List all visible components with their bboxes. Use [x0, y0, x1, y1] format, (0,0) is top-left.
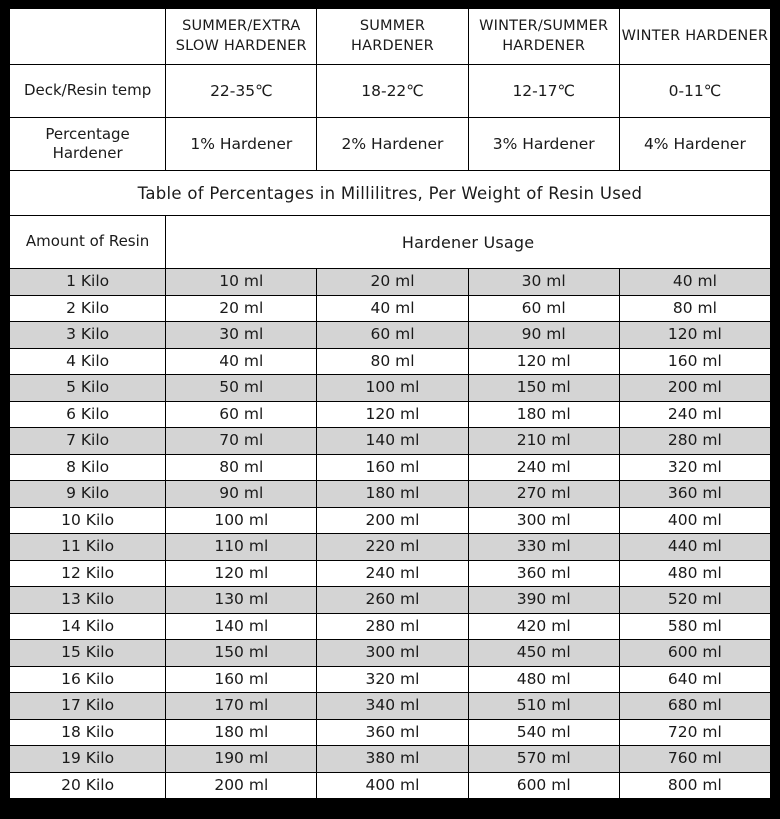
temp-value-winter: 0-11℃: [619, 65, 770, 118]
temp-value-winter-summer: 12-17℃: [468, 65, 619, 118]
resin-amount-cell: 8 Kilo: [10, 454, 166, 481]
hardener-usage-cell: 200 ml: [166, 772, 317, 799]
table-row: [10, 348, 771, 375]
resin-amount-cell: 19 Kilo: [10, 746, 166, 773]
resin-amount-cell: 16 Kilo: [10, 666, 166, 693]
hardener-usage-cell: 280 ml: [619, 428, 770, 455]
hardener-usage-cell: 330 ml: [468, 534, 619, 561]
hardener-usage-cell: 400 ml: [317, 772, 468, 799]
hardener-usage-cell: 240 ml: [468, 454, 619, 481]
table-row-percentage-hardener: [10, 118, 771, 171]
percentage-value-summer: 2% Hardener: [317, 118, 468, 171]
hardener-usage-cell: 200 ml: [619, 375, 770, 402]
table-data-body: [10, 269, 771, 799]
resin-amount-cell: 7 Kilo: [10, 428, 166, 455]
table-row: [10, 322, 771, 349]
temp-value-summer-extra-slow: 22-35℃: [166, 65, 317, 118]
hardener-usage-cell: 380 ml: [317, 746, 468, 773]
hardener-usage-cell: 210 ml: [468, 428, 619, 455]
hardener-usage-cell: 420 ml: [468, 613, 619, 640]
hardener-usage-cell: 360 ml: [468, 560, 619, 587]
hardener-usage-cell: 70 ml: [166, 428, 317, 455]
table-row: [10, 613, 771, 640]
hardener-usage-cell: 20 ml: [317, 269, 468, 296]
table-subheader-row: [10, 216, 771, 269]
hardener-usage-cell: 580 ml: [619, 613, 770, 640]
hardener-usage-cell: 260 ml: [317, 587, 468, 614]
hardener-usage-cell: 320 ml: [619, 454, 770, 481]
resin-amount-cell: 4 Kilo: [10, 348, 166, 375]
column-header-winter-summer: WINTER/SUMMER HARDENER: [468, 9, 619, 65]
table-row: [10, 401, 771, 428]
table-row-deck-resin-temp: [10, 65, 771, 118]
resin-amount-cell: 11 Kilo: [10, 534, 166, 561]
hardener-usage-cell: 180 ml: [468, 401, 619, 428]
hardener-usage-cell: 50 ml: [166, 375, 317, 402]
resin-amount-cell: 2 Kilo: [10, 295, 166, 322]
table-row: [10, 269, 771, 296]
table-row: [10, 772, 771, 799]
hardener-usage-cell: 140 ml: [317, 428, 468, 455]
hardener-usage-cell: 60 ml: [166, 401, 317, 428]
hardener-usage-cell: 480 ml: [619, 560, 770, 587]
resin-amount-cell: 15 Kilo: [10, 640, 166, 667]
hardener-usage-cell: 600 ml: [468, 772, 619, 799]
resin-hardener-table: [9, 8, 771, 799]
hardener-usage-cell: 90 ml: [468, 322, 619, 349]
hardener-usage-cell: 20 ml: [166, 295, 317, 322]
hardener-usage-cell: 190 ml: [166, 746, 317, 773]
hardener-usage-cell: 200 ml: [317, 507, 468, 534]
hardener-usage-cell: 160 ml: [619, 348, 770, 375]
resin-amount-cell: 10 Kilo: [10, 507, 166, 534]
hardener-usage-cell: 540 ml: [468, 719, 619, 746]
hardener-usage-cell: 120 ml: [166, 560, 317, 587]
hardener-usage-cell: 60 ml: [317, 322, 468, 349]
column-header-summer: SUMMER HARDENER: [317, 9, 468, 65]
subheader-hardener-usage: Hardener Usage: [166, 216, 771, 269]
hardener-usage-cell: 180 ml: [317, 481, 468, 508]
resin-amount-cell: 20 Kilo: [10, 772, 166, 799]
resin-amount-cell: 12 Kilo: [10, 560, 166, 587]
hardener-usage-cell: 80 ml: [619, 295, 770, 322]
hardener-usage-cell: 340 ml: [317, 693, 468, 720]
hardener-usage-cell: 160 ml: [166, 666, 317, 693]
table-row: [10, 640, 771, 667]
hardener-usage-cell: 40 ml: [166, 348, 317, 375]
hardener-usage-cell: 160 ml: [317, 454, 468, 481]
table-row: [10, 428, 771, 455]
hardener-usage-cell: 320 ml: [317, 666, 468, 693]
hardener-usage-cell: 170 ml: [166, 693, 317, 720]
table-row: [10, 587, 771, 614]
table-row: [10, 481, 771, 508]
hardener-usage-cell: 400 ml: [619, 507, 770, 534]
column-header-summer-extra-slow: SUMMER/EXTRA SLOW HARDENER: [166, 9, 317, 65]
hardener-usage-cell: 120 ml: [317, 401, 468, 428]
table-row: [10, 560, 771, 587]
hardener-usage-cell: 60 ml: [468, 295, 619, 322]
table-header-row: [10, 9, 771, 65]
temp-value-summer: 18-22℃: [317, 65, 468, 118]
table-row: [10, 295, 771, 322]
hardener-usage-cell: 80 ml: [166, 454, 317, 481]
table-row: [10, 375, 771, 402]
hardener-usage-cell: 30 ml: [166, 322, 317, 349]
table-caption-row: [10, 171, 771, 216]
table-row: [10, 507, 771, 534]
table-row: [10, 666, 771, 693]
hardener-usage-cell: 130 ml: [166, 587, 317, 614]
table-row: [10, 719, 771, 746]
table-row: [10, 693, 771, 720]
hardener-usage-cell: 640 ml: [619, 666, 770, 693]
hardener-usage-cell: 40 ml: [317, 295, 468, 322]
hardener-usage-cell: 800 ml: [619, 772, 770, 799]
hardener-usage-cell: 80 ml: [317, 348, 468, 375]
resin-amount-cell: 17 Kilo: [10, 693, 166, 720]
hardener-usage-cell: 360 ml: [317, 719, 468, 746]
percentage-value-winter-summer: 3% Hardener: [468, 118, 619, 171]
table-row: [10, 534, 771, 561]
row-label-percentage-hardener: Percentage Hardener: [10, 118, 166, 171]
percentage-value-winter: 4% Hardener: [619, 118, 770, 171]
percentage-value-summer-extra-slow: 1% Hardener: [166, 118, 317, 171]
hardener-usage-cell: 110 ml: [166, 534, 317, 561]
table-row: [10, 746, 771, 773]
hardener-usage-cell: 100 ml: [317, 375, 468, 402]
hardener-usage-cell: 10 ml: [166, 269, 317, 296]
hardener-usage-cell: 100 ml: [166, 507, 317, 534]
subheader-amount-of-resin: Amount of Resin: [10, 216, 166, 269]
hardener-usage-cell: 240 ml: [619, 401, 770, 428]
hardener-usage-cell: 90 ml: [166, 481, 317, 508]
resin-amount-cell: 13 Kilo: [10, 587, 166, 614]
resin-amount-cell: 1 Kilo: [10, 269, 166, 296]
hardener-usage-cell: 40 ml: [619, 269, 770, 296]
hardener-usage-cell: 360 ml: [619, 481, 770, 508]
resin-amount-cell: 3 Kilo: [10, 322, 166, 349]
hardener-usage-cell: 600 ml: [619, 640, 770, 667]
resin-amount-cell: 5 Kilo: [10, 375, 166, 402]
hardener-usage-cell: 390 ml: [468, 587, 619, 614]
hardener-usage-cell: 270 ml: [468, 481, 619, 508]
hardener-usage-cell: 570 ml: [468, 746, 619, 773]
hardener-usage-cell: 680 ml: [619, 693, 770, 720]
resin-amount-cell: 6 Kilo: [10, 401, 166, 428]
hardener-usage-cell: 520 ml: [619, 587, 770, 614]
hardener-usage-cell: 720 ml: [619, 719, 770, 746]
resin-amount-cell: 9 Kilo: [10, 481, 166, 508]
hardener-usage-cell: 120 ml: [619, 322, 770, 349]
hardener-usage-cell: 30 ml: [468, 269, 619, 296]
hardener-usage-cell: 300 ml: [317, 640, 468, 667]
hardener-usage-cell: 140 ml: [166, 613, 317, 640]
hardener-usage-cell: 480 ml: [468, 666, 619, 693]
hardener-usage-cell: 760 ml: [619, 746, 770, 773]
resin-amount-cell: 18 Kilo: [10, 719, 166, 746]
hardener-usage-cell: 150 ml: [468, 375, 619, 402]
hardener-usage-cell: 440 ml: [619, 534, 770, 561]
resin-amount-cell: 14 Kilo: [10, 613, 166, 640]
hardener-usage-cell: 150 ml: [166, 640, 317, 667]
hardener-usage-cell: 510 ml: [468, 693, 619, 720]
hardener-usage-cell: 180 ml: [166, 719, 317, 746]
table-caption: Table of Percentages in Millilitres, Per Weight of Resin Used: [10, 171, 771, 216]
column-header-winter: WINTER HARDENER: [619, 9, 770, 65]
hardener-usage-cell: 450 ml: [468, 640, 619, 667]
hardener-usage-cell: 240 ml: [317, 560, 468, 587]
hardener-usage-cell: 120 ml: [468, 348, 619, 375]
hardener-usage-cell: 280 ml: [317, 613, 468, 640]
row-label-deck-resin-temp: Deck/Resin temp: [10, 65, 166, 118]
table-row: [10, 454, 771, 481]
hardener-usage-cell: 300 ml: [468, 507, 619, 534]
header-corner-cell: [10, 9, 166, 65]
hardener-usage-cell: 220 ml: [317, 534, 468, 561]
